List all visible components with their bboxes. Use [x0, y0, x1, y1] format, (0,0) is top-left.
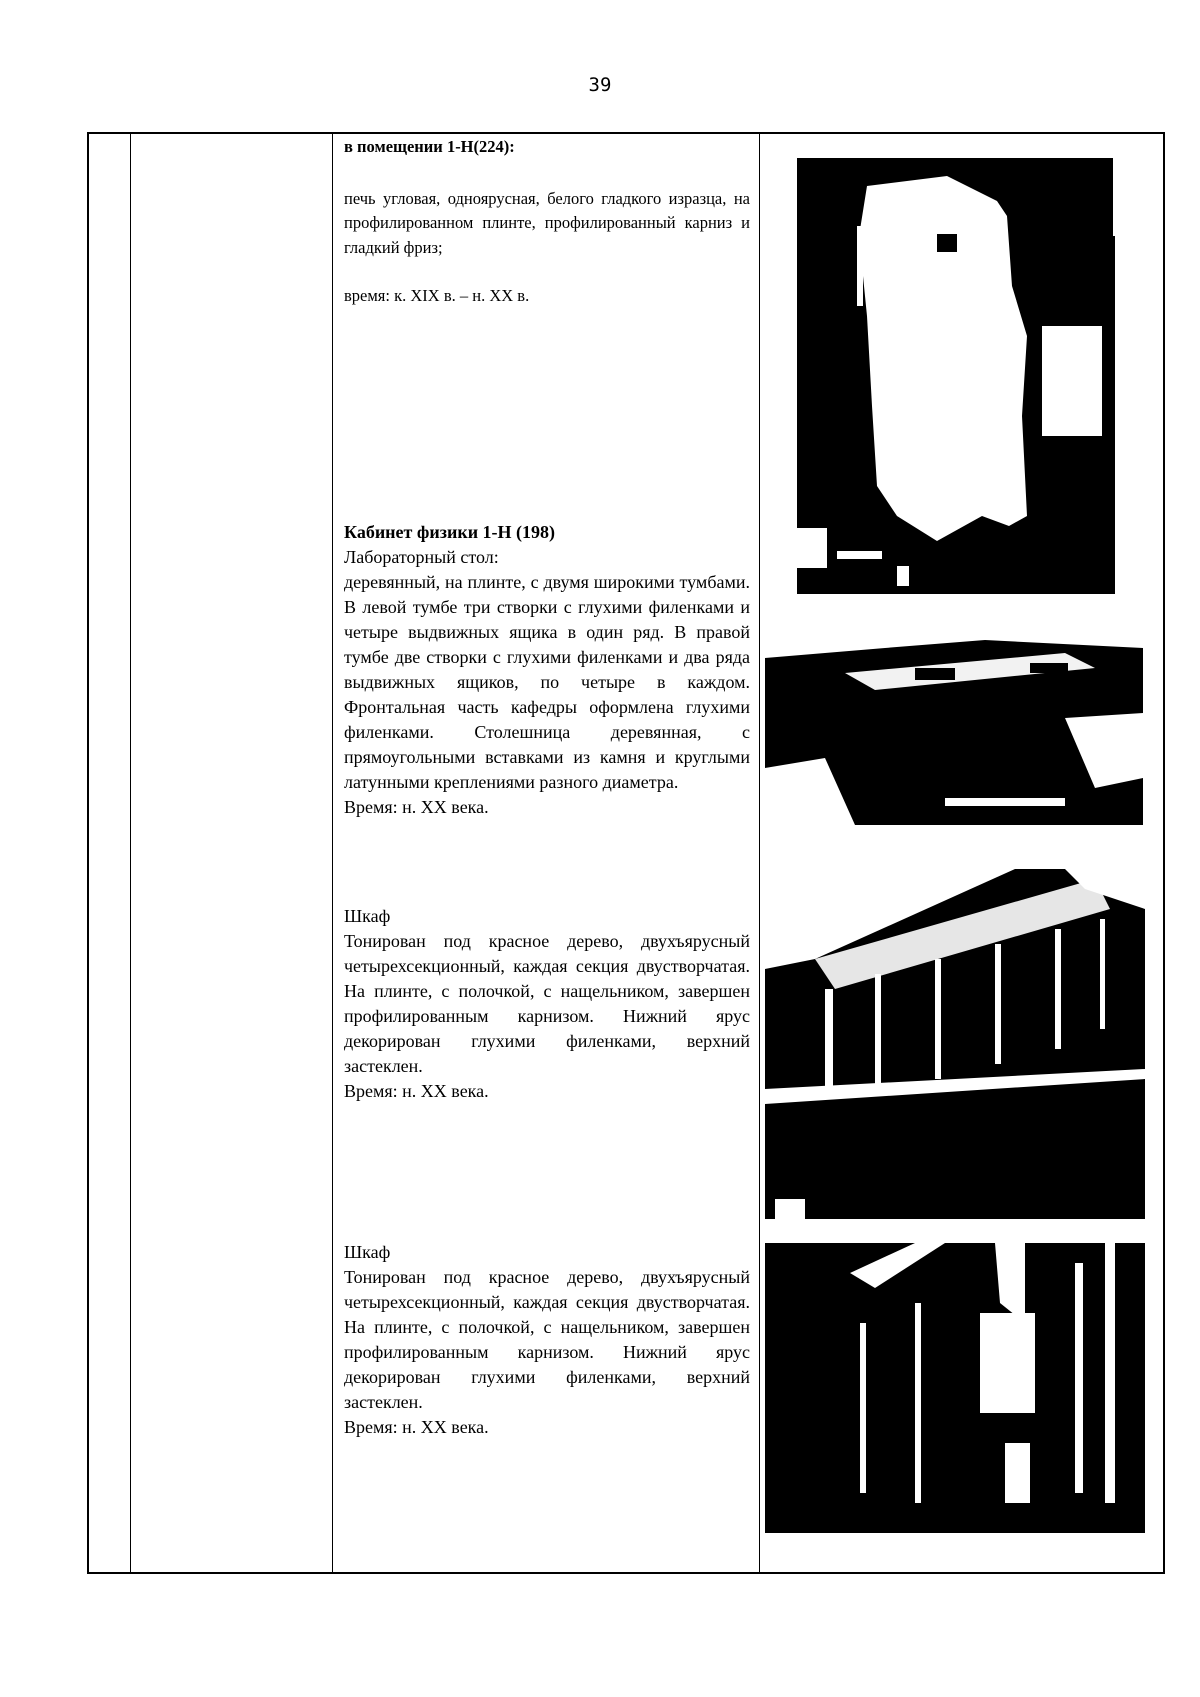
entry-time: Время: н. XX века.: [344, 1081, 489, 1101]
entry-title: Шкаф: [344, 906, 391, 926]
entry-description: Тонирован под красное дерево, двухъярусный четырехсекционный, каждая секция двустворчатая. На плинте, с полочкой, с нащельником, завершен профилированным карнизом. Нижний ярус декорирован глухими филенками, верхний застеклен.: [344, 931, 750, 1076]
entry-heading: в помещении 1-Н(224):: [344, 137, 515, 156]
entry-description: печь угловая, одноярусная, белого гладкого изразца, на профилированном плинте, профилированный карниз и гладкий фриз;: [344, 188, 750, 257]
page-number: 39: [588, 74, 612, 96]
entry-title: Лабораторный стол:: [344, 547, 499, 567]
entry-heading: Кабинет физики 1-Н (198): [344, 522, 556, 542]
entry-lab-table: [344, 520, 750, 820]
entry-time: время: к. XIX в. – н. XX в.: [344, 286, 530, 305]
entry-description: Тонирован под красное дерево, двухъярусный четырехсекционный, каждая секция двустворчатая. На плинте, с полочкой, с нащельником, завершен профилированным карнизом. Нижний ярус декорирован глухими филенками, верхний застеклен.: [344, 1267, 750, 1412]
column-divider: [332, 134, 333, 1572]
entry-time: Время: н. XX века.: [344, 797, 489, 817]
cabinet-photo-1: [765, 869, 1145, 1219]
column-divider: [759, 134, 760, 1572]
entry-description: деревянный, на плинте, с двумя широкими тумбами. В левой тумбе три створки с глухими филенками и четыре выдвижных ящика в один ряд. В правой тумбе две створки с глухими филенками и два ряда выдвижных ящиков, по четыре в каждом. Фронтальная часть кафедры оформлена глухими филенками. Столешница деревянная, с прямоугольными вставками из камня и круглыми латунными креплениями разного диаметра.: [344, 572, 750, 792]
lab-table-photo: [765, 618, 1143, 825]
cabinet-photo-2: [765, 1243, 1145, 1533]
entry-title: Шкаф: [344, 1242, 391, 1262]
entry-stove: [344, 135, 750, 309]
entry-time: Время: н. XX века.: [344, 1417, 489, 1437]
column-divider: [130, 134, 131, 1572]
entry-cabinet-1: [344, 904, 750, 1104]
stove-photo: [797, 156, 1115, 594]
entry-cabinet-2: [344, 1240, 750, 1440]
